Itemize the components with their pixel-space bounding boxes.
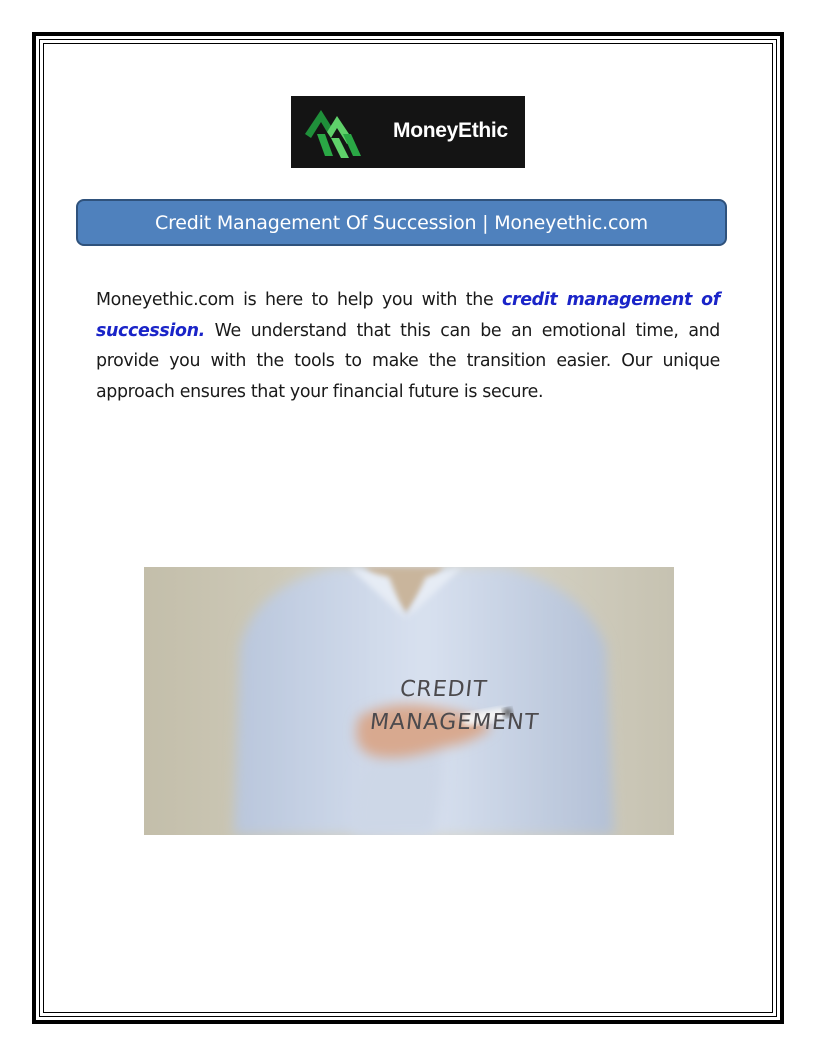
intro-paragraph: [96, 285, 720, 407]
paragraph-text-end: We understand that this can be an emotional time, and provide you with the tools to make the transition easier. Our unique approach ensures that your financial future is secure.: [96, 320, 720, 402]
stacked-chevron-logo-icon: [303, 104, 365, 160]
document-title: Credit Management Of Succession | Moneyethic.com: [155, 211, 648, 234]
credit-management-photo: [144, 567, 674, 835]
paragraph-text-start: Moneyethic.com is here to help you with the: [96, 290, 503, 310]
photo-word-credit: CREDIT: [398, 677, 489, 702]
photo-word-management: MANAGEMENT: [368, 710, 541, 735]
title-banner: [76, 199, 727, 246]
page-border-inner: [43, 43, 773, 1013]
credit-management-link[interactable]: credit management of succession.: [96, 290, 720, 341]
logo-brand-name: MoneyEthic: [393, 119, 508, 142]
moneyethic-logo: [291, 96, 525, 168]
